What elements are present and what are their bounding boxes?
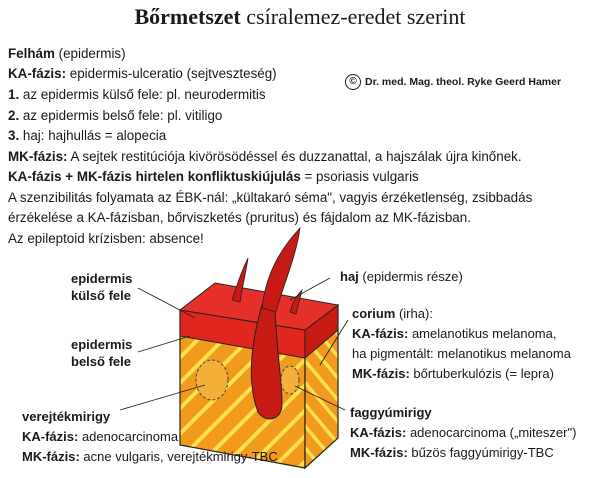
corium-head-text: (irha): [395, 306, 433, 321]
sweat-mk-bold: MK-fázis: [22, 449, 80, 464]
corium-ka [352, 325, 571, 342]
corium-mk-text: bőrtuberkulózis (= lepra) [409, 366, 554, 381]
text-line-2-text: epidermis-ulceratio (sejtveszteség) [66, 66, 277, 81]
label-hair-text: (epidermis része) [358, 269, 463, 284]
label-hair [340, 268, 463, 285]
sebaceous-mk [350, 444, 576, 461]
sweat-ka-text: adenocarcinoma [78, 429, 179, 444]
sebaceous-mk-bold: MK-fázis: [350, 445, 408, 460]
sweat-heading: verejtékmirigy [22, 409, 111, 424]
sebaceous-ka-text: adenocarcinoma („miteszer") [406, 425, 577, 440]
text-line-2-bold: KA-fázis: [8, 66, 67, 81]
title-bold: Bőrmetszet [134, 4, 241, 29]
label-hair-bold: haj [340, 269, 359, 284]
sweat-gland [196, 360, 228, 400]
label-epidermis-inner [71, 336, 132, 370]
sebaceous-heading: faggyúmirigy [350, 405, 432, 420]
label-sweat-gland [22, 408, 278, 465]
label-epidermis-outer-line1: epidermis [71, 271, 133, 286]
label-epidermis-inner-line2: belső fele [71, 354, 131, 369]
sebaceous-mk-text: bűzös faggyúmirigy-TBC [407, 445, 554, 460]
sebaceous-gland [281, 366, 299, 394]
sebaceous-ka [350, 424, 576, 441]
corium-ka-bold: KA-fázis: [352, 326, 409, 341]
label-epidermis-outer-line2: külső fele [71, 288, 131, 303]
corium-heading [352, 305, 571, 322]
text-line-10-text: Az epileptoid krízisben: absence! [8, 231, 204, 246]
text-line-6-text: A sejtek restitúciója kivörösödéssel és duzzanattal, a hajszálak újra kinőnek. [67, 149, 522, 164]
copyright-text: Dr. med. Mag. theol. Ryke Geerd Hamer [365, 75, 562, 88]
text-line-9-text: érzékelése a KA-fázisban, bőrviszketés (pruritus) és fájdalom az MK-fázisban. [8, 210, 471, 225]
corium-mk-bold: MK-fázis: [352, 366, 410, 381]
text-line-6-bold: MK-fázis: [8, 149, 68, 164]
title-rest: csíralemez-eredet szerint [246, 4, 466, 29]
sweat-mk-text: acne vulgaris, verejtékmirigy-TBC [79, 449, 278, 464]
leader-epidermis-outer [138, 288, 195, 318]
text-line-3-bold: 1. [8, 87, 20, 102]
text-line-4-bold: 2. [8, 108, 20, 123]
label-sebaceous-gland [350, 404, 576, 461]
sweat-ka [22, 428, 278, 445]
corium-ka2: ha pigmentált: melanotikus melanoma [352, 346, 571, 361]
sweat-mk [22, 448, 278, 465]
corium-mk [352, 365, 571, 382]
text-line-5-text: haj: hajhullás = alopecia [19, 128, 167, 143]
corium-ka-text: amelanotikus melanoma, [408, 326, 557, 341]
label-epidermis-inner-line1: epidermis [71, 337, 133, 352]
text-line-7-bold: KA-fázis + MK-fázis hirtelen konfliktuskiújulás [8, 169, 301, 184]
text-line-1-bold: Felhám [8, 46, 55, 61]
text-line-8-text: A szenzibilitás folyamata az ÉBK-nál: „kültakaró séma", vagyis érzéketlenség, zsibbadás [8, 190, 533, 205]
copyright-icon: © [345, 74, 361, 90]
text-line-1-text: (epidermis) [54, 46, 126, 61]
text-line-7-text: = psoriasis vulgaris [300, 169, 419, 184]
text-line-4-text: az epidermis belső fele: pl. vitiligo [19, 108, 223, 123]
sweat-ka-bold: KA-fázis: [22, 429, 79, 444]
corium-head-bold: corium [352, 306, 396, 321]
sebaceous-ka-bold: KA-fázis: [350, 425, 407, 440]
label-corium [352, 305, 571, 382]
text-line-3-text: az epidermis külső fele: pl. neurodermitis [19, 87, 266, 102]
text-line-5-bold: 3. [8, 128, 20, 143]
label-epidermis-outer [71, 270, 132, 304]
leader-hair [290, 278, 330, 300]
